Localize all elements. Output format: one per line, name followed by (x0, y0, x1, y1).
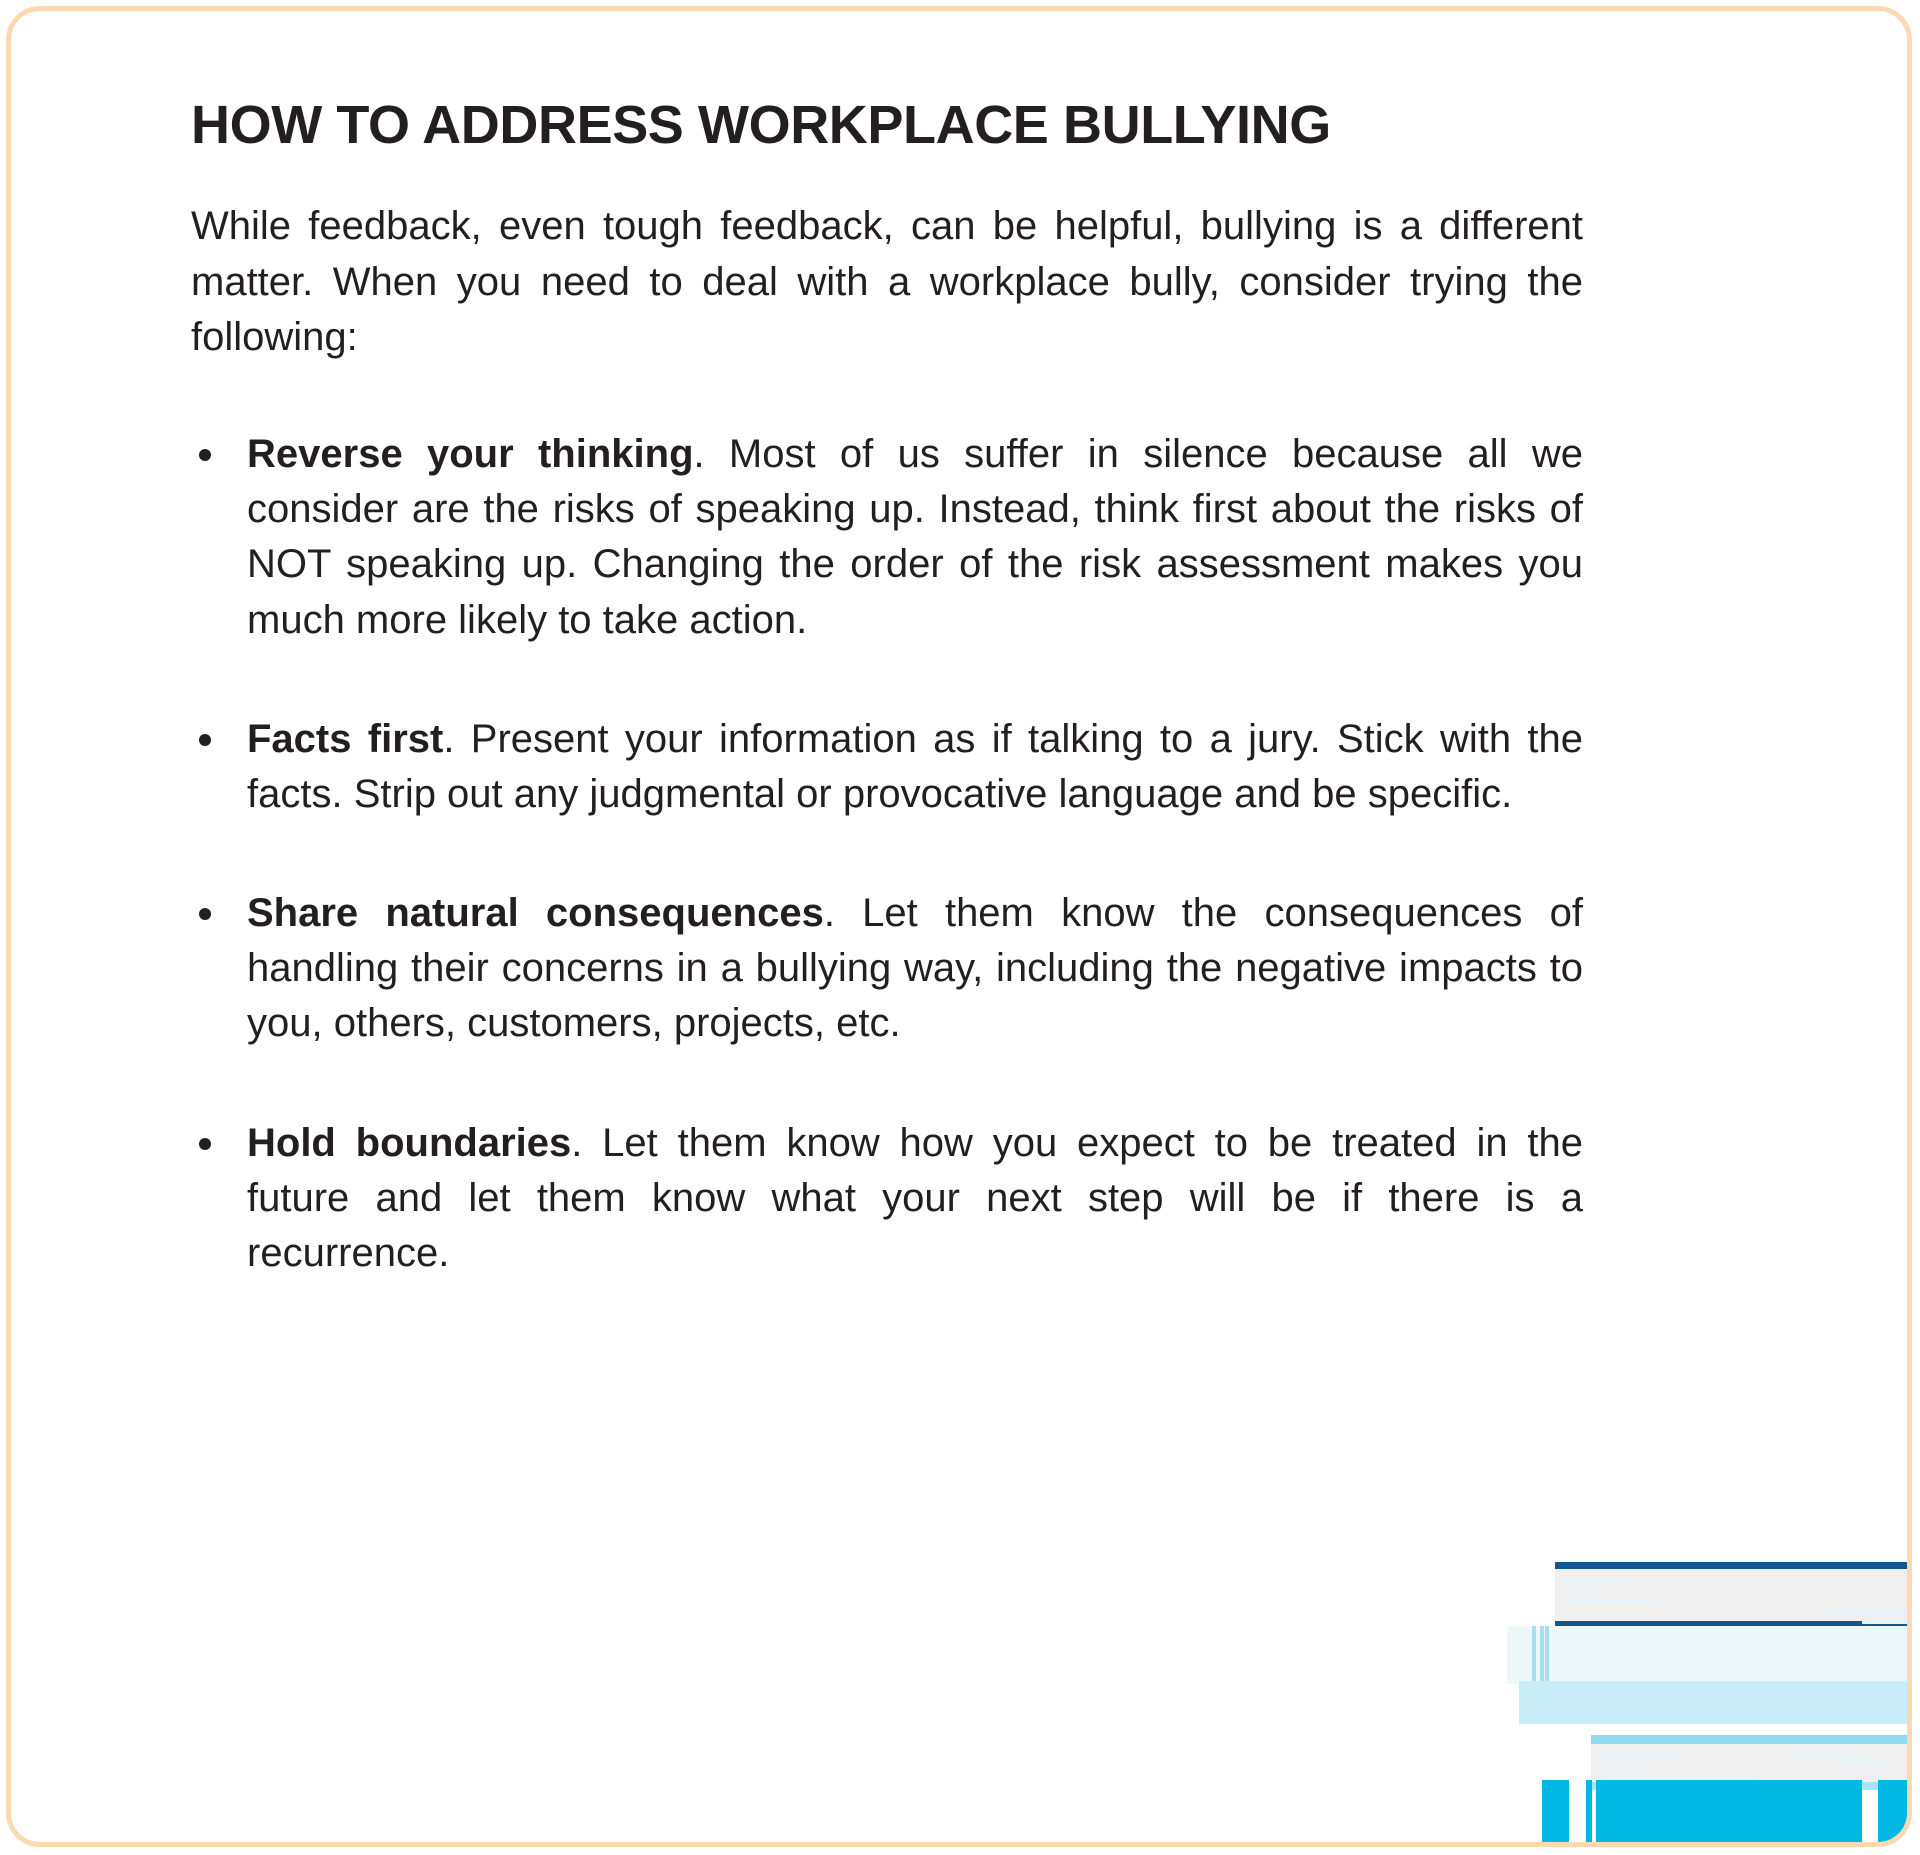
list-item (191, 886, 1583, 1052)
card-content (191, 96, 1583, 1281)
list-item (191, 1116, 1583, 1282)
list-item (191, 712, 1583, 822)
list-item (191, 427, 1583, 648)
book-third (1519, 1681, 1912, 1724)
book-bottom-a (1542, 1780, 1569, 1842)
list-item-lead: Hold boundaries (247, 1120, 572, 1165)
tips-list (191, 427, 1583, 1281)
book-top (1555, 1562, 1912, 1627)
book-bottom-d (1878, 1780, 1912, 1842)
bullet-dot-icon (199, 734, 211, 746)
bullet-dot-icon (199, 449, 211, 461)
bullet-dot-icon (199, 1138, 211, 1150)
book-bottom-b (1586, 1780, 1592, 1842)
list-item-body: . Let them know how you expect to be treated in the future and let them know what your next step will be if there is a recurrence. (247, 1120, 1583, 1276)
book-bottom-c (1596, 1780, 1862, 1842)
stack-of-books-icon (1487, 1512, 1907, 1842)
list-item-body: . Most of us suffer in silence because all we consider are the risks of speaking up. Instead, think first about the risks of NOT speaking up. Changing the order of the risk assessment makes you much more likely to take action. (247, 431, 1584, 642)
list-item-body: . Present your information as if talking to a jury. Stick with the facts. Strip out any judgmental or provocative language and be specific. (247, 716, 1584, 816)
tip-card (6, 6, 1912, 1847)
list-item-lead: Share natural consequences (247, 891, 824, 936)
book-second (1507, 1626, 1912, 1684)
intro-paragraph: While feedback, even tough feedback, can be helpful, bullying is a different matter. When you need to deal with a workplace bully, consider trying the following: (191, 204, 1583, 359)
book-fourth (1591, 1735, 1912, 1790)
list-item-body: . Let them know the consequences of handling their concerns in a bullying way, including the negative impacts to you, others, customers, projects, etc. (247, 891, 1583, 1046)
bullet-dot-icon (199, 908, 211, 920)
list-item-lead: Facts first (247, 716, 444, 761)
list-item-lead: Reverse your thinking (247, 431, 694, 476)
page-title: HOW TO ADDRESS WORKPLACE BULLYING (191, 95, 1331, 155)
